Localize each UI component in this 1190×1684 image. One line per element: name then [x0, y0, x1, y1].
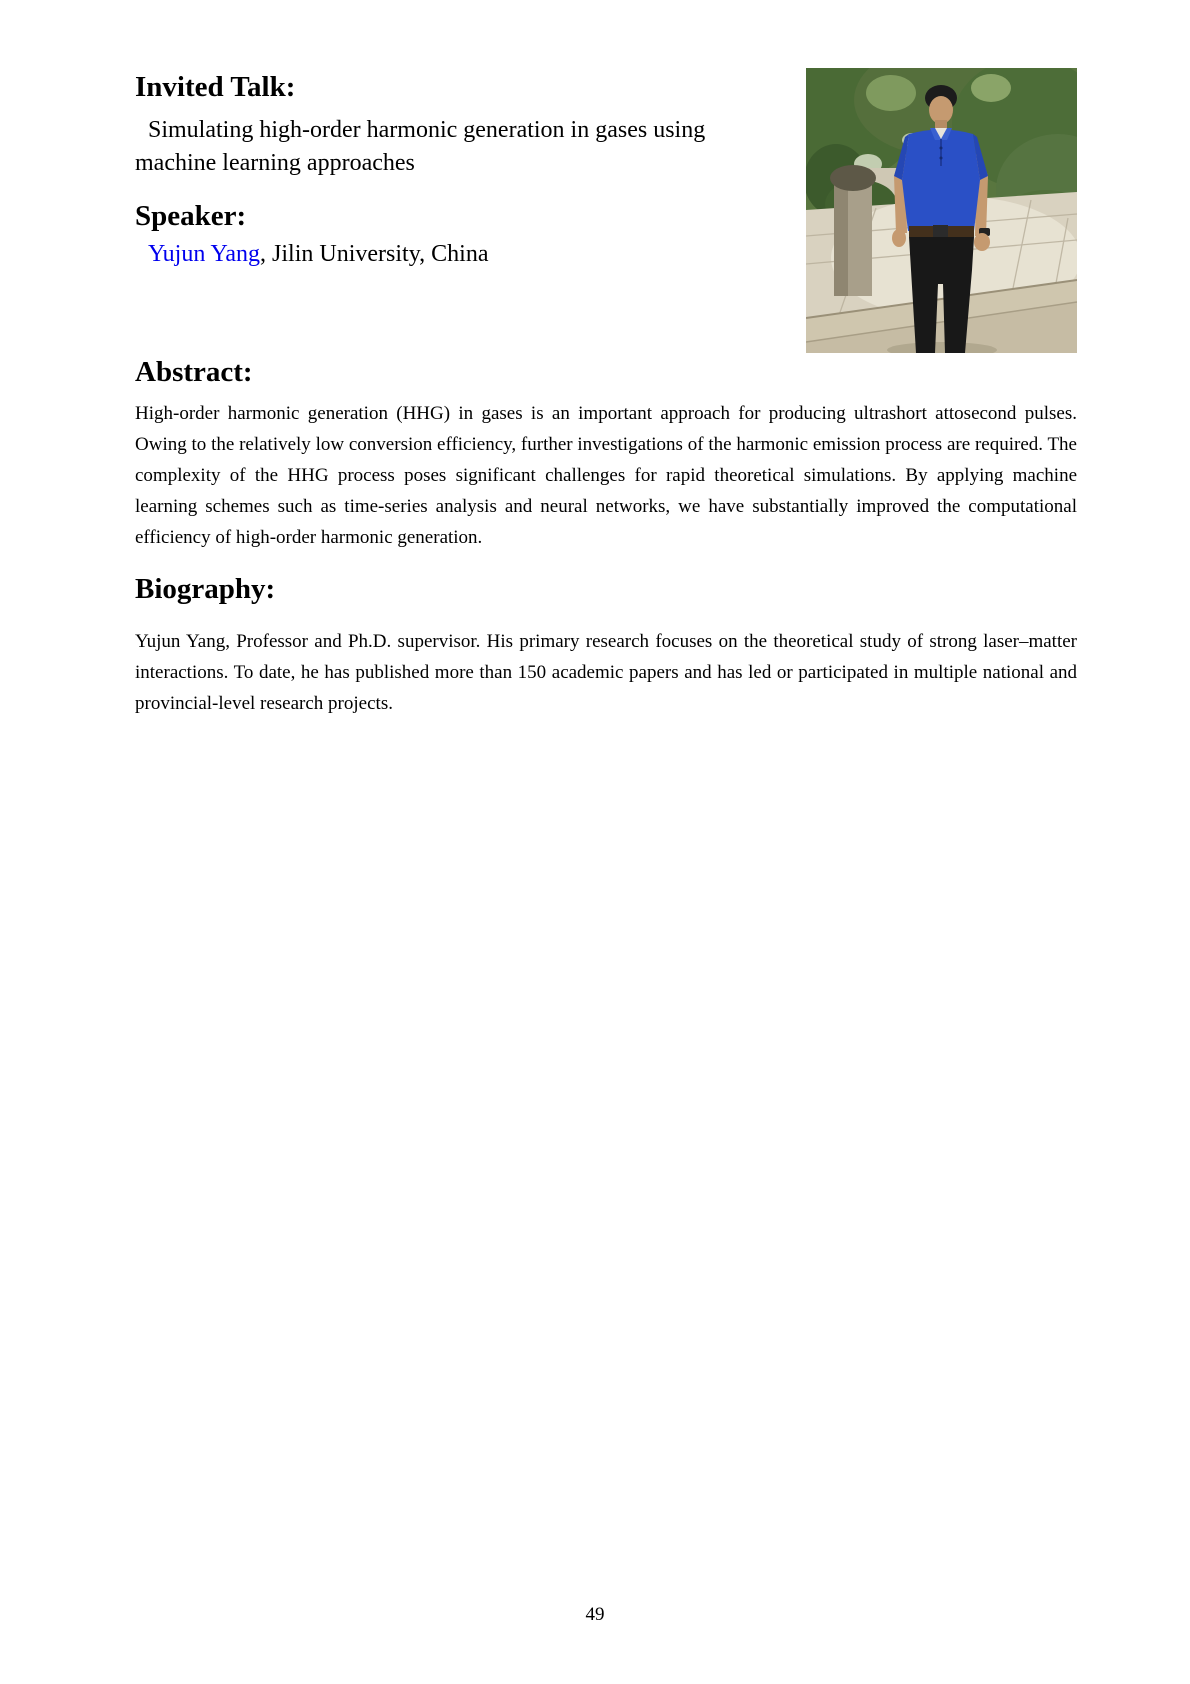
- speaker-photo: [806, 68, 1077, 353]
- invited-talk-heading: Invited Talk:: [135, 71, 296, 103]
- speaker-line: [135, 238, 488, 271]
- talk-title: [135, 114, 705, 180]
- abstract-text: High-order harmonic generation (HHG) in gases is an important approach for producing ultrashort attosecond pulses. Owing to the relatively low conversion efficiency, further investigations of the harmonic emission process are required. The complexity of the HHG process poses significant challenges for rapid theoretical simulations. By applying machine learning schemes such as time-series analysis and neural networks, we have substantially improved the computational efficiency of high-order harmonic generation.: [135, 403, 1077, 548]
- speaker-heading: Speaker:: [135, 200, 247, 232]
- speaker-affiliation: , Jilin University, China: [260, 241, 489, 267]
- page-number: 49: [585, 1604, 605, 1625]
- biography-heading: Biography:: [135, 573, 276, 605]
- talk-title-line-1: Simulating high-order harmonic generation in gases using: [148, 117, 706, 143]
- photo-stone-pedestal: [830, 165, 876, 296]
- talk-title-line-2: machine learning approaches: [135, 150, 415, 176]
- abstract-heading: Abstract:: [135, 356, 253, 388]
- biography-text: Yujun Yang, Professor and Ph.D. supervisor. His primary research focuses on the theoretical study of strong laser–matter interactions. To date, he has published more than 150 academic papers and has led or participated in multiple national and provincial-level research projects.: [135, 631, 1077, 714]
- speaker-name-link[interactable]: Yujun Yang: [148, 241, 261, 267]
- speaker-photo-illustration: [806, 68, 1077, 353]
